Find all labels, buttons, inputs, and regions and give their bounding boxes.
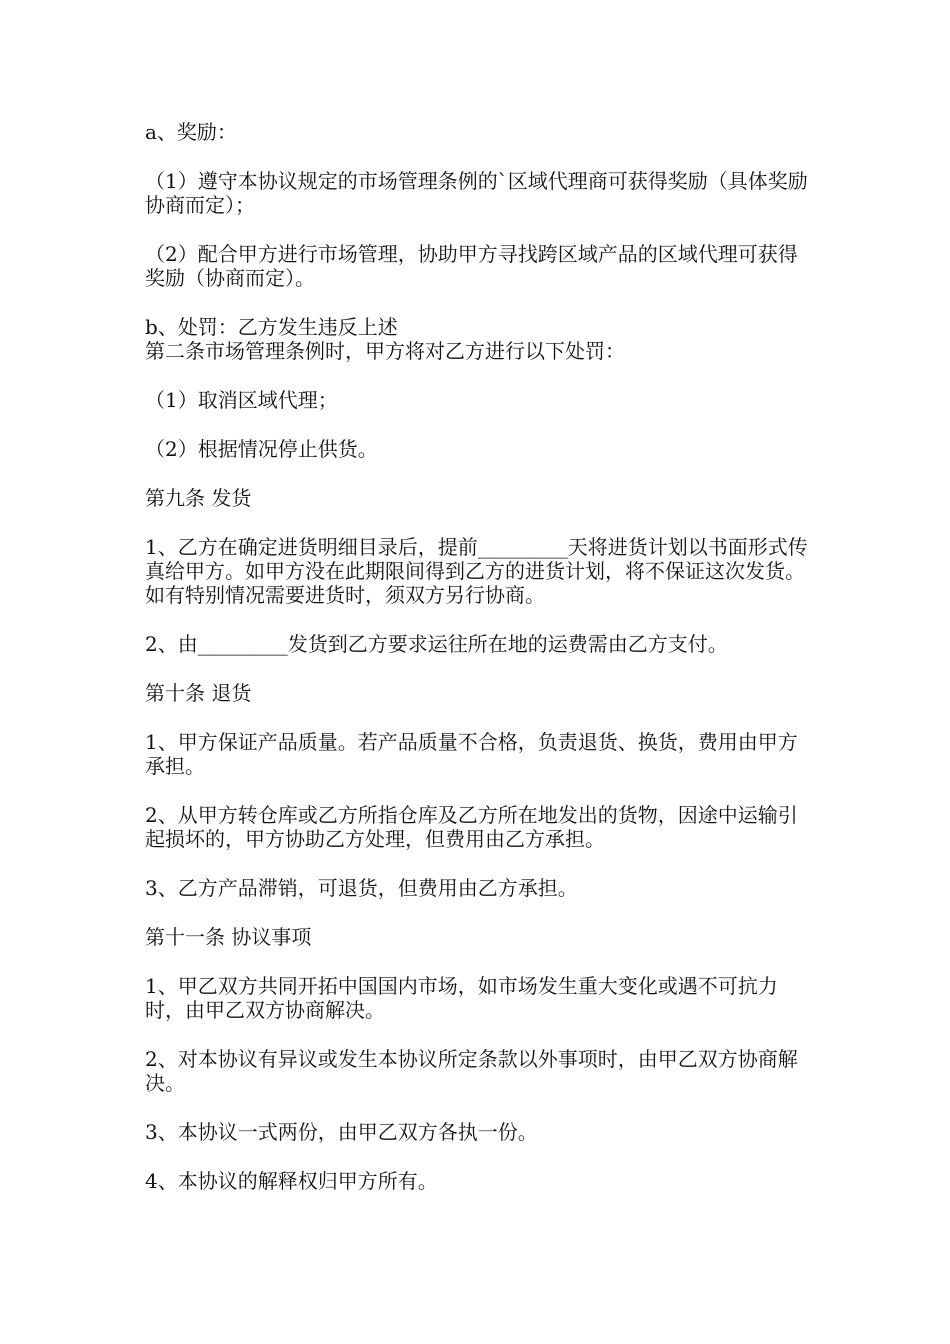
penalty-item-2: （2）根据情况停止供货。	[145, 437, 378, 461]
article-10-clause-3: 3、乙方产品滞销，可退货，但费用由乙方承担。	[145, 876, 578, 900]
document-body	[145, 120, 810, 1218]
article-9-heading: 第九条 发货	[145, 486, 252, 510]
article-11-clause-2: 2、对本协议有异议或发生本协议所定条款以外事项时，由甲乙双方协商解决。	[145, 1047, 798, 1095]
article-9-clause-1: 1、乙方在确定进货明细目录后，提前_________天将进货计划以书面形式传真给甲方。如甲方没在此期限间得到乙方的进货计划，将不保证这次发货。如有特别情况需要进货时，须双方另行协商。	[145, 535, 808, 607]
reward-item-2: （2）配合甲方进行市场管理，协助甲方寻找跨区域产品的区域代理可获得奖励（协商而定）。	[145, 242, 798, 290]
reward-heading: a、奖励：	[145, 120, 237, 144]
article-11-clause-3: 3、本协议一式两份，由甲乙双方各执一份。	[145, 1120, 538, 1144]
penalty-heading: b、处罚：乙方发生违反上述	[145, 315, 398, 339]
article-10-clause-2: 2、从甲方转仓库或乙方所指仓库及乙方所在地发出的货物，因途中运输引起损坏的，甲方协助乙方处理，但费用由乙方承担。	[145, 803, 798, 851]
article-11-clause-1: 1、甲乙双方共同开拓中国国内市场，如市场发生重大变化或遇不可抗力时，由甲乙双方协商解决。	[145, 974, 778, 1022]
penalty-intro: 第二条市场管理条例时，甲方将对乙方进行以下处罚：	[145, 339, 625, 363]
article-11-heading: 第十一条 协议事项	[145, 925, 312, 949]
reward-item-1: （1）遵守本协议规定的市场管理条例的`区域代理商可获得奖励（具体奖励协商而定）；	[145, 169, 808, 217]
article-9-clause-2: 2、由_________发货到乙方要求运往所在地的运费需由乙方支付。	[145, 632, 728, 656]
article-10-clause-1: 1、甲方保证产品质量。若产品质量不合格，负责退货、换货，费用由甲方承担。	[145, 730, 798, 778]
article-10-heading: 第十条 退货	[145, 681, 252, 705]
penalty-item-1: （1）取消区域代理；	[145, 388, 338, 412]
article-11-clause-4: 4、本协议的解释权归甲方所有。	[145, 1169, 438, 1193]
